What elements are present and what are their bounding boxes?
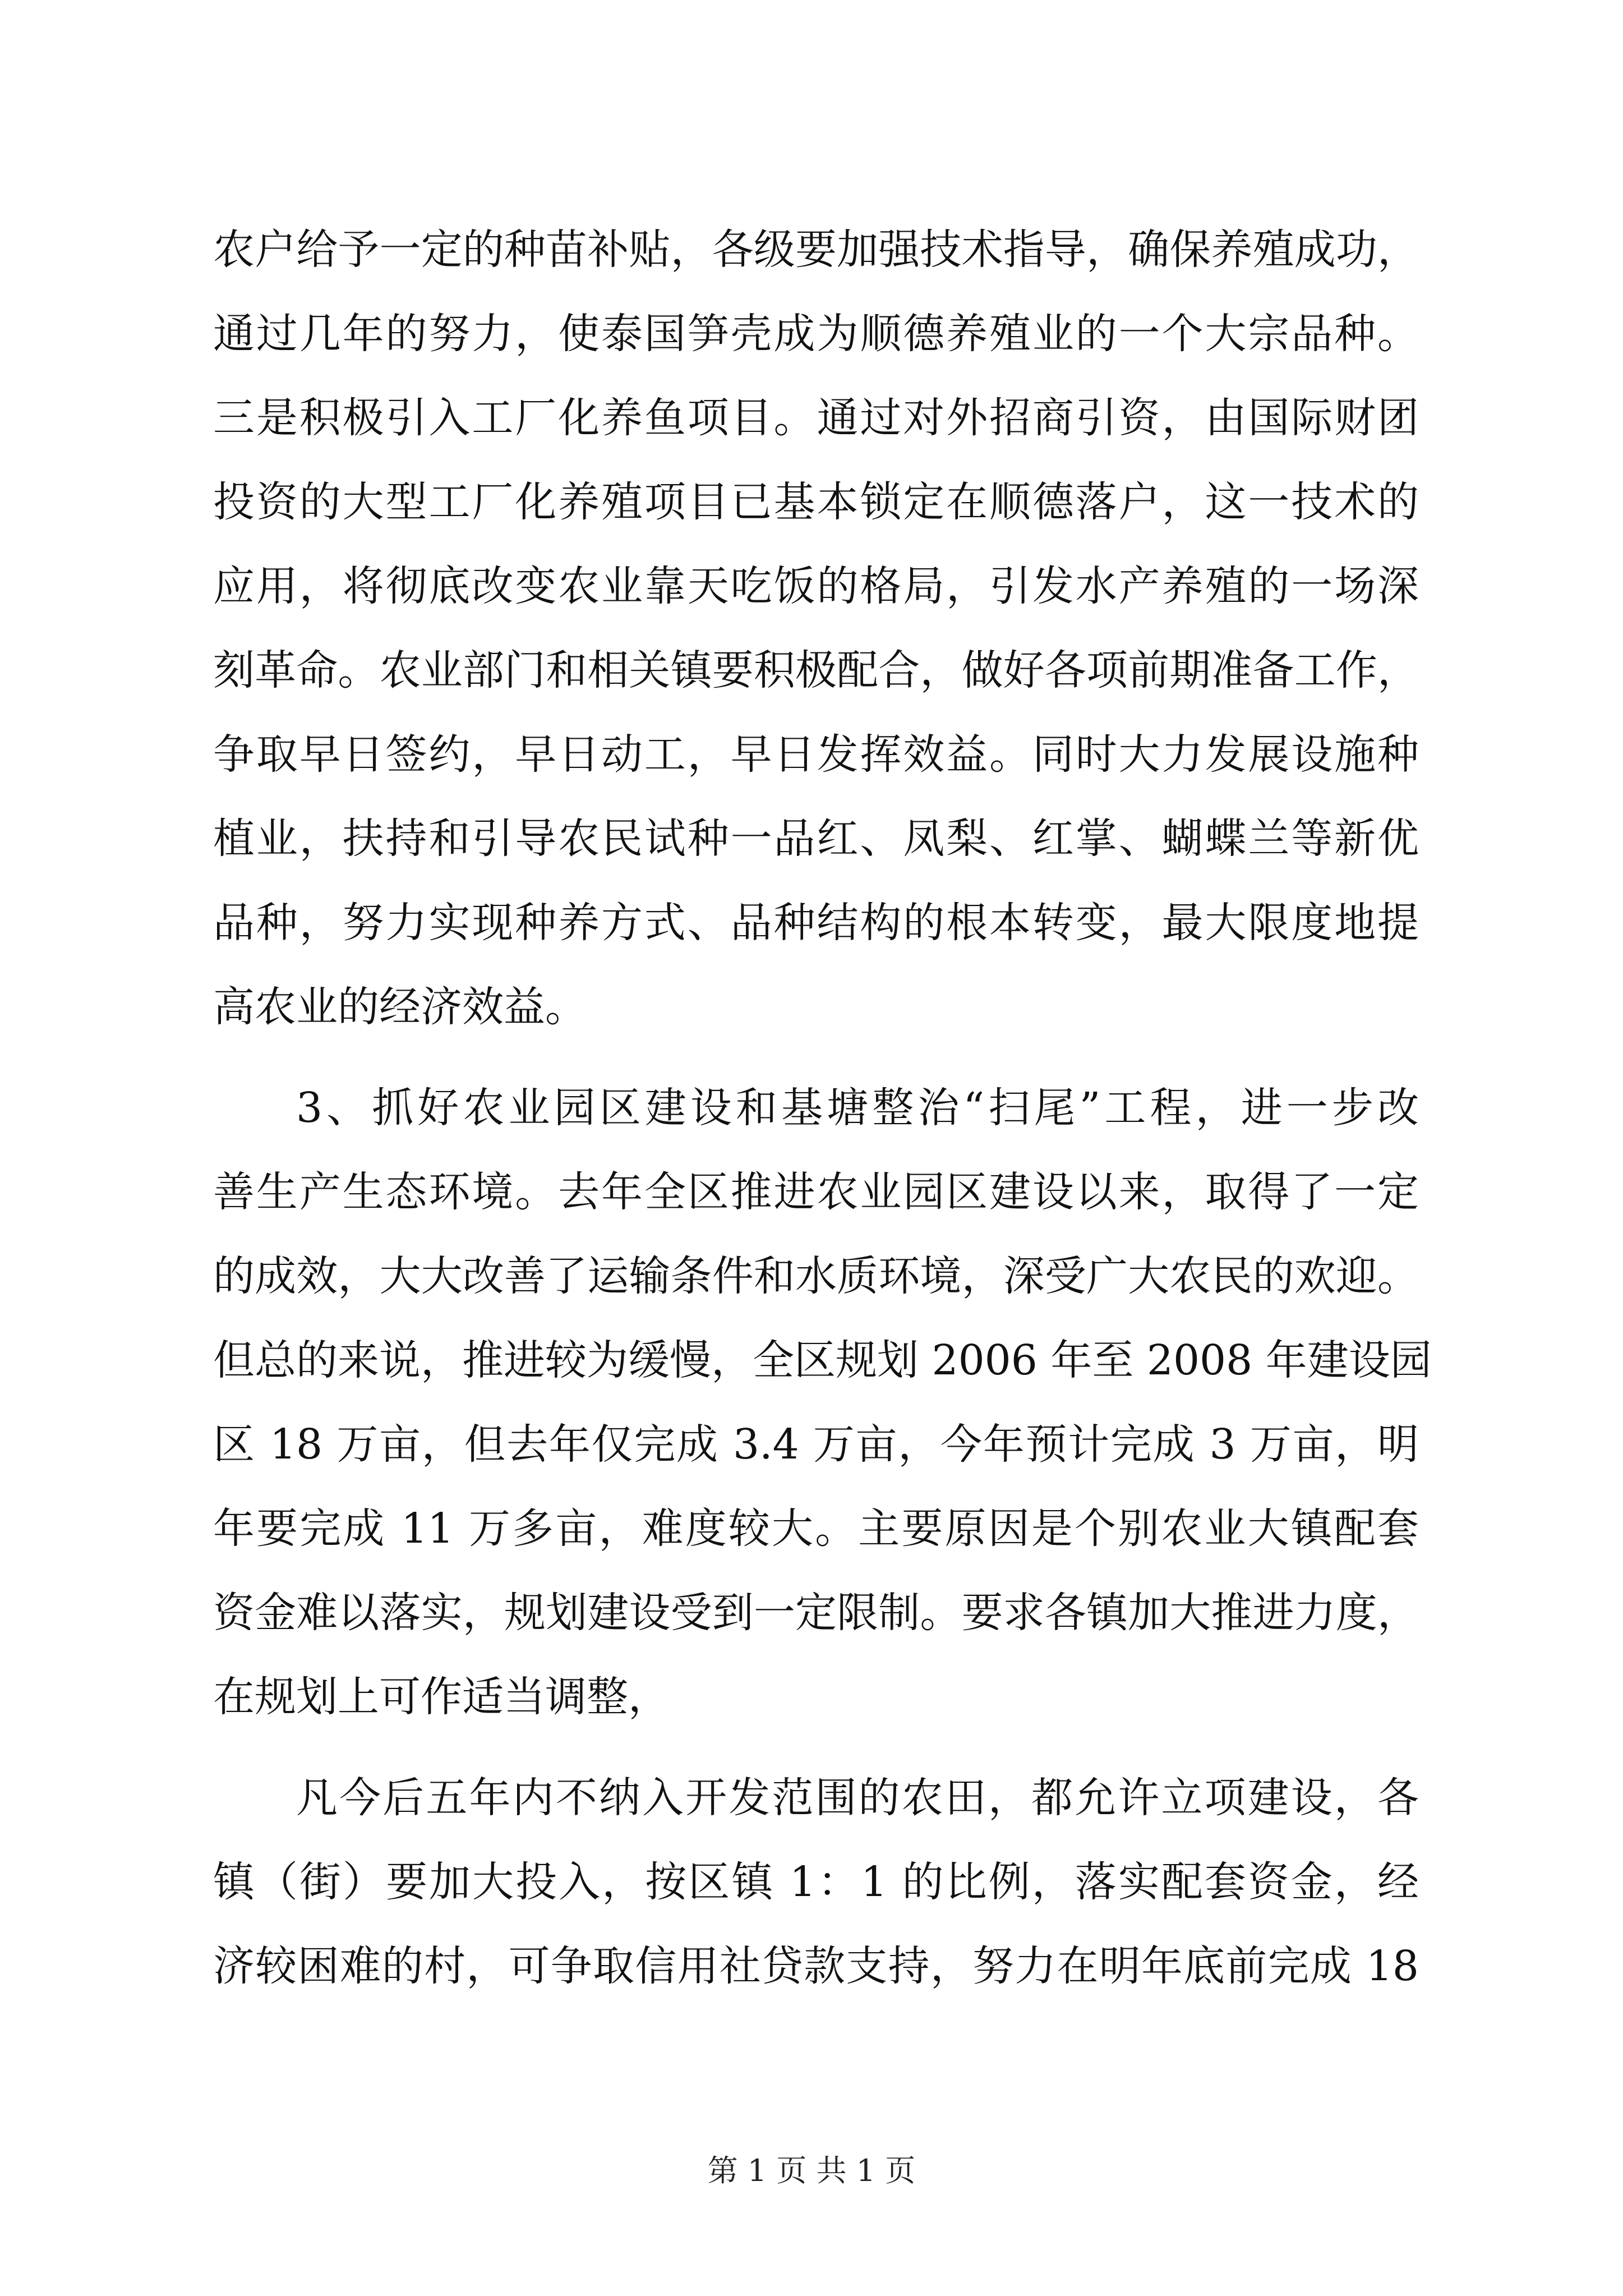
paragraph [213, 1756, 1419, 2008]
text-line: 通过几年的努力，使泰国笋壳成为顺德养殖业的一个大宗品种。 [213, 310, 1419, 358]
text-line: 3、抓好农业园区建设和基塘整治“扫尾”工程，进一步改 [296, 1084, 1419, 1132]
text-line: 在规划上可作适当调整， [213, 1673, 670, 1721]
text-line: 争取早日签约，早日动工，早日发挥效益。同时大力发展设施种 [213, 730, 1419, 779]
text-line: 投资的大型工厂化养殖项目已基本锁定在顺德落户，这一技术的 [213, 478, 1419, 526]
paragraph [213, 1066, 1432, 1739]
text-line: 区 18 万亩，但去年仅完成 3.4 万亩，今年预计完成 3 万亩，明 [213, 1420, 1419, 1469]
text-line: 的成效，大大改善了运输条件和水质环境，深受广大农民的欢迎。 [213, 1252, 1419, 1300]
text-line: 植业，扶持和引导农民试种一品红、凤梨、红掌、蝴蝶兰等新优 [213, 815, 1419, 863]
text-line: 农户给予一定的种苗补贴，各级要加强技术指导，确保养殖成功， [213, 226, 1419, 274]
text-line: 资金难以落实，规划建设受到一定限制。要求各镇加大推进力度， [213, 1589, 1419, 1637]
text-line: 高农业的经济效益。 [213, 983, 587, 1031]
text-line: 济较困难的村，可争取信用社贷款支持，努力在明年底前完成 18 [213, 1942, 1419, 1990]
document-body [213, 208, 1432, 2008]
text-line: 镇（街）要加大投入，按区镇 1：1 的比例，落实配套资金，经 [213, 1858, 1419, 1906]
paragraph-gap [213, 1739, 1419, 1756]
paragraph [213, 208, 1419, 1049]
text-line: 善生产生态环境。去年全区推进农业园区建设以来，取得了一定 [213, 1168, 1419, 1216]
page-footer: 第 1 页 共 1 页 [707, 2153, 916, 2188]
text-line: 凡今后五年内不纳入开发范围的农田，都允许立项建设，各 [296, 1774, 1419, 1822]
text-line: 但总的来说，推进较为缓慢，全区规划 2006 年至 2008 年建设园 [213, 1336, 1432, 1384]
text-line: 三是积极引入工厂化养鱼项目。通过对外招商引资，由国际财团 [213, 394, 1419, 442]
text-line: 应用，将彻底改变农业靠天吃饭的格局，引发水产养殖的一场深 [213, 562, 1419, 610]
text-line: 刻革命。农业部门和相关镇要积极配合，做好各项前期准备工作， [213, 646, 1419, 694]
text-line: 年要完成 11 万多亩，难度较大。主要原因是个别农业大镇配套 [213, 1504, 1419, 1553]
paragraph-gap [213, 1049, 1419, 1066]
text-line: 品种，努力实现种养方式、品种结构的根本转变，最大限度地提 [213, 899, 1419, 947]
